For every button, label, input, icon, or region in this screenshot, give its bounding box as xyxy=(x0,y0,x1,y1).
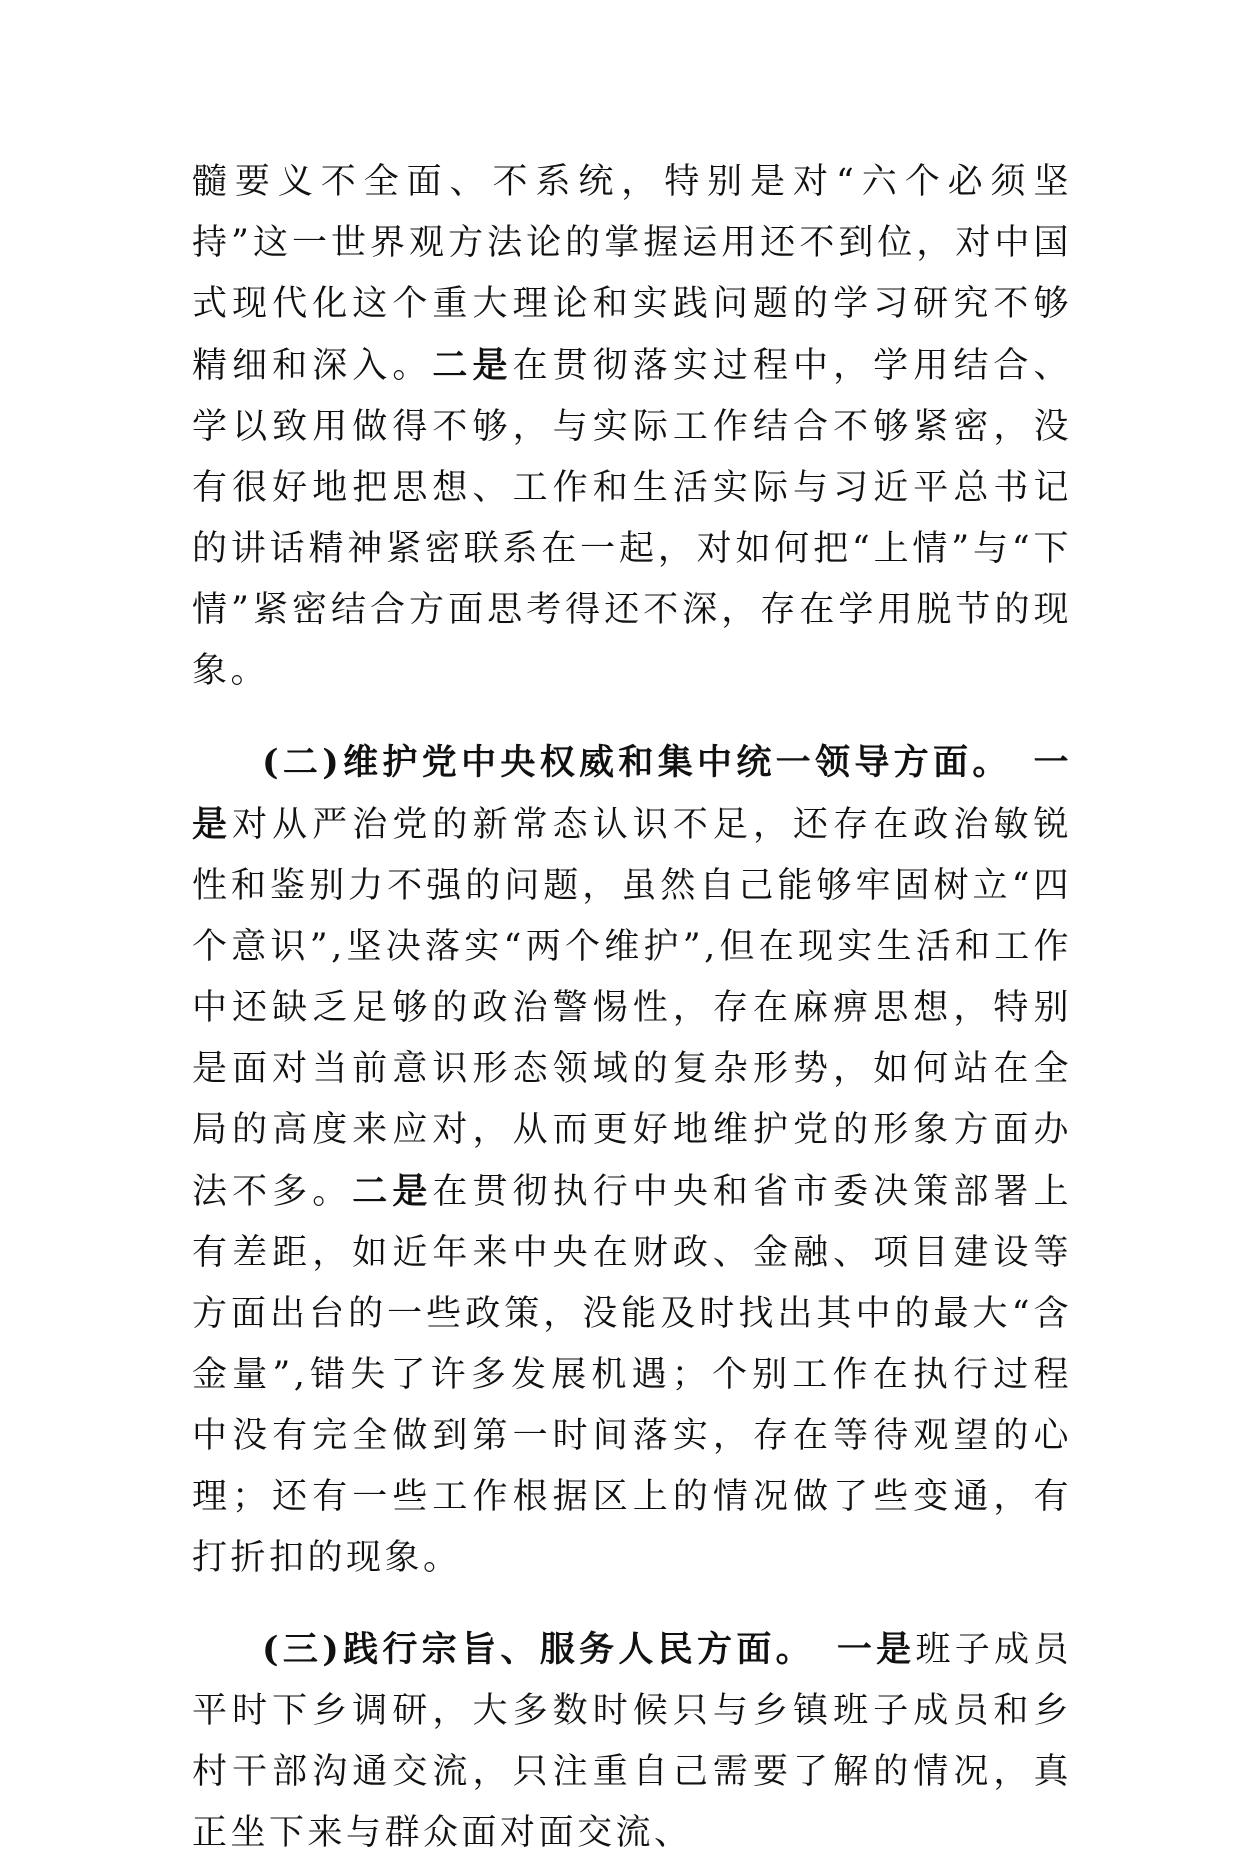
bold-marker: 一是 xyxy=(836,1629,916,1670)
spacer xyxy=(994,743,1033,783)
bold-marker: 二是 xyxy=(352,1171,433,1212)
paragraph-continued xyxy=(192,152,1072,702)
text-run: 髓要义不全面、不系统，特别是对“六个必须坚持”这一世界观方法论的掌握运用还不到位，对中国式现代化这个重大理论和实践问题的学习研究不够精细和深入。 xyxy=(192,162,1072,386)
document-body xyxy=(192,152,1072,1864)
bold-marker: 一是 xyxy=(192,742,1072,845)
section-heading: (二)维护党中央权威和集中统一领导方面。 xyxy=(262,742,995,783)
bold-marker: 二是 xyxy=(432,345,513,386)
text-run: 班子成员平时下乡调研，大多数时候只与乡镇班子成员和乡村干部沟通交流，只注重自己需要了解的情况，真正坐下来与群众面对面交流、 xyxy=(192,1630,1072,1853)
paragraph-section-3 xyxy=(192,1619,1072,1864)
text-run: 对从严治党的新常态认识不足，还存在政治敏锐性和鉴别力不强的问题，虽然自己能够牢固树立“四个意识”,坚决落实“两个维护”,但在现实生活和工作中还缺乏足够的政治警惕性，存在麻痹思想，特别是面对当前意识形态领域的复杂形势，如何站在全局的高度来应对，从而更好地维护党的形象方面办法不多。 xyxy=(192,805,1072,1212)
paragraph-section-2 xyxy=(192,732,1072,1589)
text-run: 在贯彻执行中央和省市委决策部署上有差距，如近年来中央在财政、金融、项目建设等方面出台的一些政策，没能及时找出其中的最大“含金量”,错失了许多发展机遇；个别工作在执行过程中没有完全做到第一时间落实，存在等待观望的心理；还有一些工作根据区上的情况做了些变通，有打折扣的现象。 xyxy=(192,1172,1072,1578)
section-heading: (三)践行宗旨、服务人民方面。 xyxy=(262,1629,798,1670)
spacer xyxy=(798,1630,837,1670)
text-run: 在贯彻落实过程中，学用结合、学以致用做得不够，与实际工作结合不够紧密，没有很好地把思想、工作和生活实际与习近平总书记的讲话精神紧密联系在一起，对如何把“上情”与“下情”紧密结合方面思考得还不深，存在学用脱节的现象。 xyxy=(192,346,1072,691)
